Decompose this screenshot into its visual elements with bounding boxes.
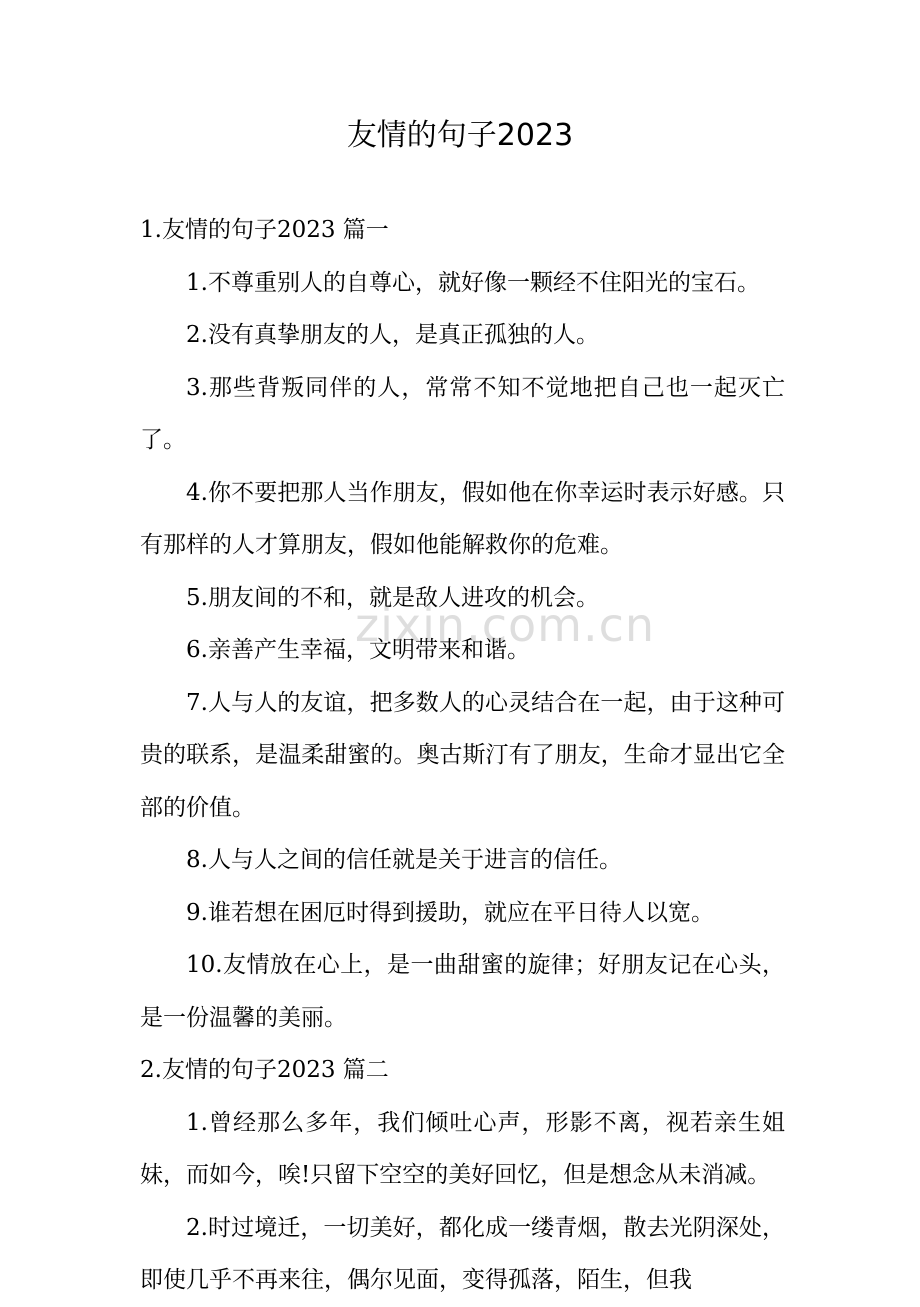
list-item: 3.那些背叛同伴的人，常常不知不觉地把自己也一起灭亡了。 — [140, 374, 785, 453]
list-item: 2.时过境迁，一切美好，都化成一缕青烟，散去光阴深处，即使几乎不再来往，偶尔见面，变得孤落，陌生，但我 — [140, 1214, 785, 1293]
list-item: 7.人与人的友谊，把多数人的心灵结合在一起，由于这种可贵的联系，是温柔甜蜜的。奥古斯汀有了朋友，生命才显出它全部的价值。 — [140, 689, 785, 821]
watermark: zixin.com.cn — [355, 598, 656, 652]
list-item: 1.不尊重别人的自尊心，就好像一颗经不住阳光的宝石。 — [186, 269, 760, 296]
list-item: 10.友情放在心上，是一曲甜蜜的旋律；好朋友记在心头，是一份温馨的美丽。 — [140, 952, 785, 1031]
list-item: 9.谁若想在困厄时得到援助，就应在平日待人以宽。 — [186, 899, 714, 926]
list-item: 2.没有真挚朋友的人，是真正孤独的人。 — [186, 322, 599, 348]
document-title: 友情的句子2023 — [346, 118, 574, 153]
section-1 — [140, 204, 785, 1044]
list-item: 4.你不要把那人当作朋友，假如他在你幸运时表示好感。只有那样的人才算朋友，假如他能解救你的危难。 — [140, 479, 785, 558]
list-item: 5.朋友间的不和，就是敌人进攻的机会。 — [186, 584, 599, 611]
section-heading: 2.友情的句子2023 篇二 — [140, 1057, 389, 1083]
section-2 — [140, 1044, 785, 1307]
list-item: 1.曾经那么多年，我们倾吐心声，形影不离，视若亲生姐妹，而如今，唉!只留下空空的美好回忆，但是想念从未消减。 — [140, 1109, 785, 1188]
document-body — [140, 204, 785, 1307]
section-heading: 1.友情的句子2023 篇一 — [140, 217, 389, 243]
list-item: 6.亲善产生幸福，文明带来和谐。 — [186, 637, 530, 663]
list-item: 8.人与人之间的信任就是关于进言的信任。 — [186, 847, 622, 873]
